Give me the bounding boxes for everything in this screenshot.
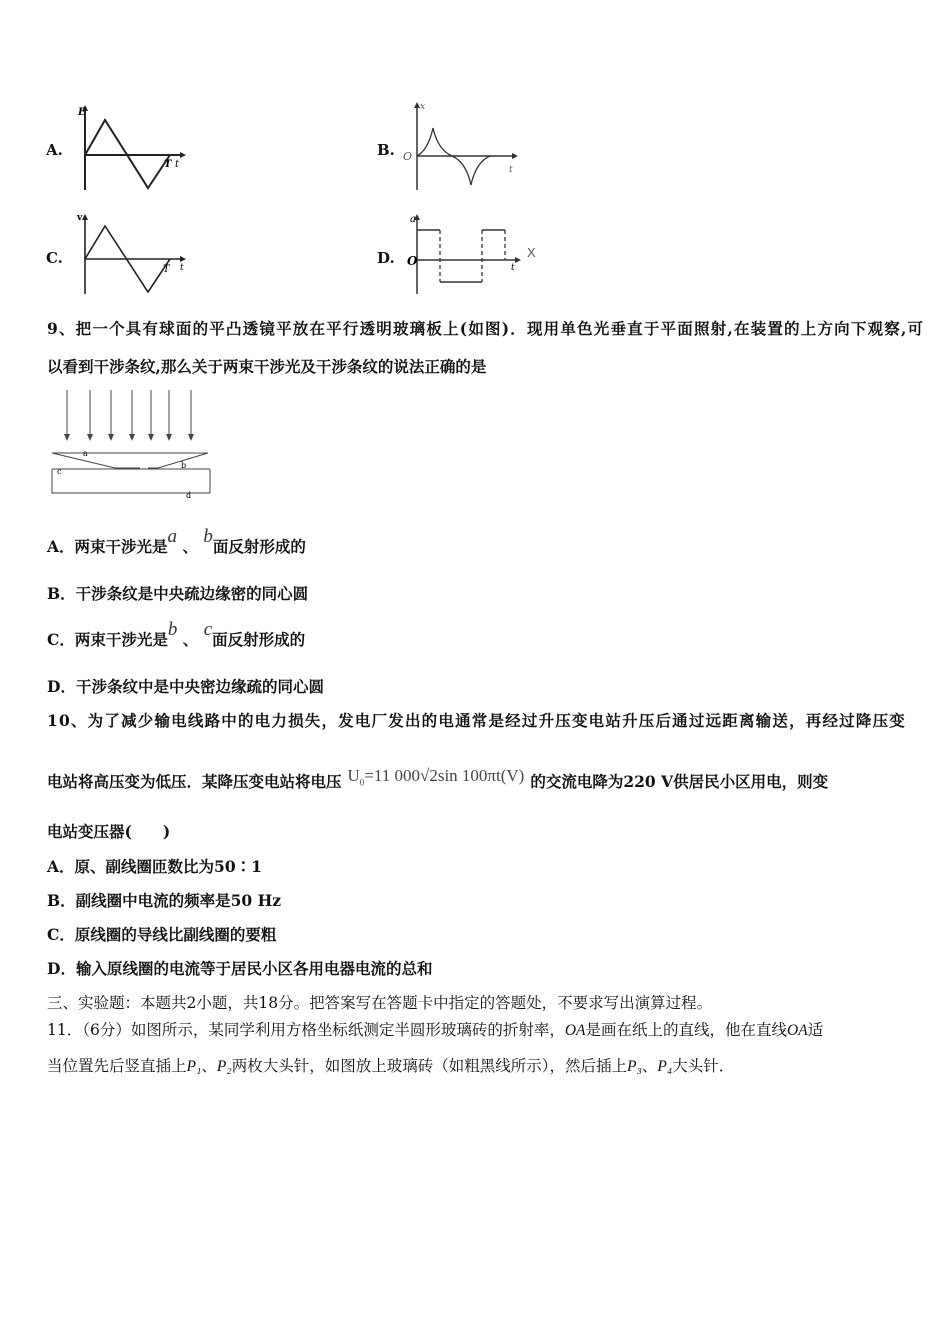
option-d-label: D. [377, 249, 395, 267]
option-b-label: B. [377, 141, 395, 159]
section-3-heading: 三、实验题：本题共2小题，共18分。把答案写在答题卡中指定的答题处，不要求写出演算过程。 [47, 994, 713, 1012]
q9-option-a[interactable]: A．两束干涉光是a 、 b面反射形成的 [47, 526, 306, 556]
y-axis-label: a [410, 214, 416, 225]
graph-a-e-t [80, 105, 190, 195]
graph-d-a-t [405, 212, 545, 297]
origin-label: O [403, 150, 413, 163]
q11-line2: 当位置先后竖直插上P₁、P₂两枚大头针，如图放上玻璃砖（如粗黑线所示），然后插上P₃、P₄大头针． [47, 1057, 735, 1075]
surface-b-label: b [181, 461, 187, 470]
q9-line2: 以看到干涉条纹,那么关于两束干涉光及干涉条纹的说法正确的是 [47, 357, 487, 376]
q9-option-c[interactable]: C．两束干涉光是b 、 c面反射形成的 [47, 619, 306, 649]
y-axis-label: x [420, 102, 426, 112]
q10-line1: 10、为了减少输电线路中的电力损失，发电厂发出的电通常是经过升压变电站升压后通过远距离输送，再经过降压变 [47, 711, 906, 730]
graph-c-v-t [77, 212, 190, 297]
x-axis-label: t [175, 159, 180, 170]
option-a-label: A. [46, 141, 63, 159]
q10-option-d[interactable]: D．输入原线圈的电流等于居民小区各用电器电流的总和 [47, 959, 433, 978]
x-axis-label: t [180, 263, 184, 273]
x-axis-label: t [511, 263, 515, 273]
y-axis-label: E [78, 107, 86, 118]
voltage-formula: $U_0=11$ 000√2sin 100πt(V) [347, 766, 525, 788]
period-label: T [163, 264, 170, 275]
q9-option-b[interactable]: B．干涉条纹是中央疏边缘密的同心圆 [47, 584, 309, 603]
graph-b-x-t [400, 100, 520, 195]
period-label: T [164, 159, 172, 170]
lens-on-glass-diagram [50, 388, 220, 503]
y-axis-label: v [77, 213, 83, 223]
q10-option-a[interactable]: A．原、副线圈匝数比为50∶1 [47, 857, 262, 876]
q9-line1: 9、把一个具有球面的平凸透镜平放在平行透明玻璃板上(如图)．现用单色光垂直于平面照射,在装置的上方向下观察,可 [47, 319, 925, 338]
x-axis-label: t [509, 165, 513, 175]
origin-label: O [407, 254, 418, 268]
option-c-label: C. [46, 249, 63, 267]
surface-c-label: c [57, 467, 62, 476]
surface-d-label: d [186, 491, 192, 500]
q10-option-b[interactable]: B．副线圈中电流的频率是50 Hz [47, 891, 282, 910]
surface-a-label: a [83, 449, 88, 458]
q10-line2: 电站将高压变为低压．某降压变电站将电压 $U_0=11$ 000√2sin 100πt(V) 的交流电降为220 V供居民小区用电，则变 [47, 766, 829, 791]
q10-line3: 电站变压器( ) [47, 822, 171, 841]
q11-line1: 11．（6分）如图所示，某同学利用方格坐标纸测定半圆形玻璃砖的折射率，OA是画在纸上的直线，他在直线OA适 [47, 1021, 824, 1039]
x-mark: X [527, 245, 536, 260]
q10-option-c[interactable]: C．原线圈的导线比副线圈的要粗 [47, 925, 277, 944]
q9-option-d[interactable]: D．干涉条纹中是中央密边缘疏的同心圆 [47, 677, 324, 696]
